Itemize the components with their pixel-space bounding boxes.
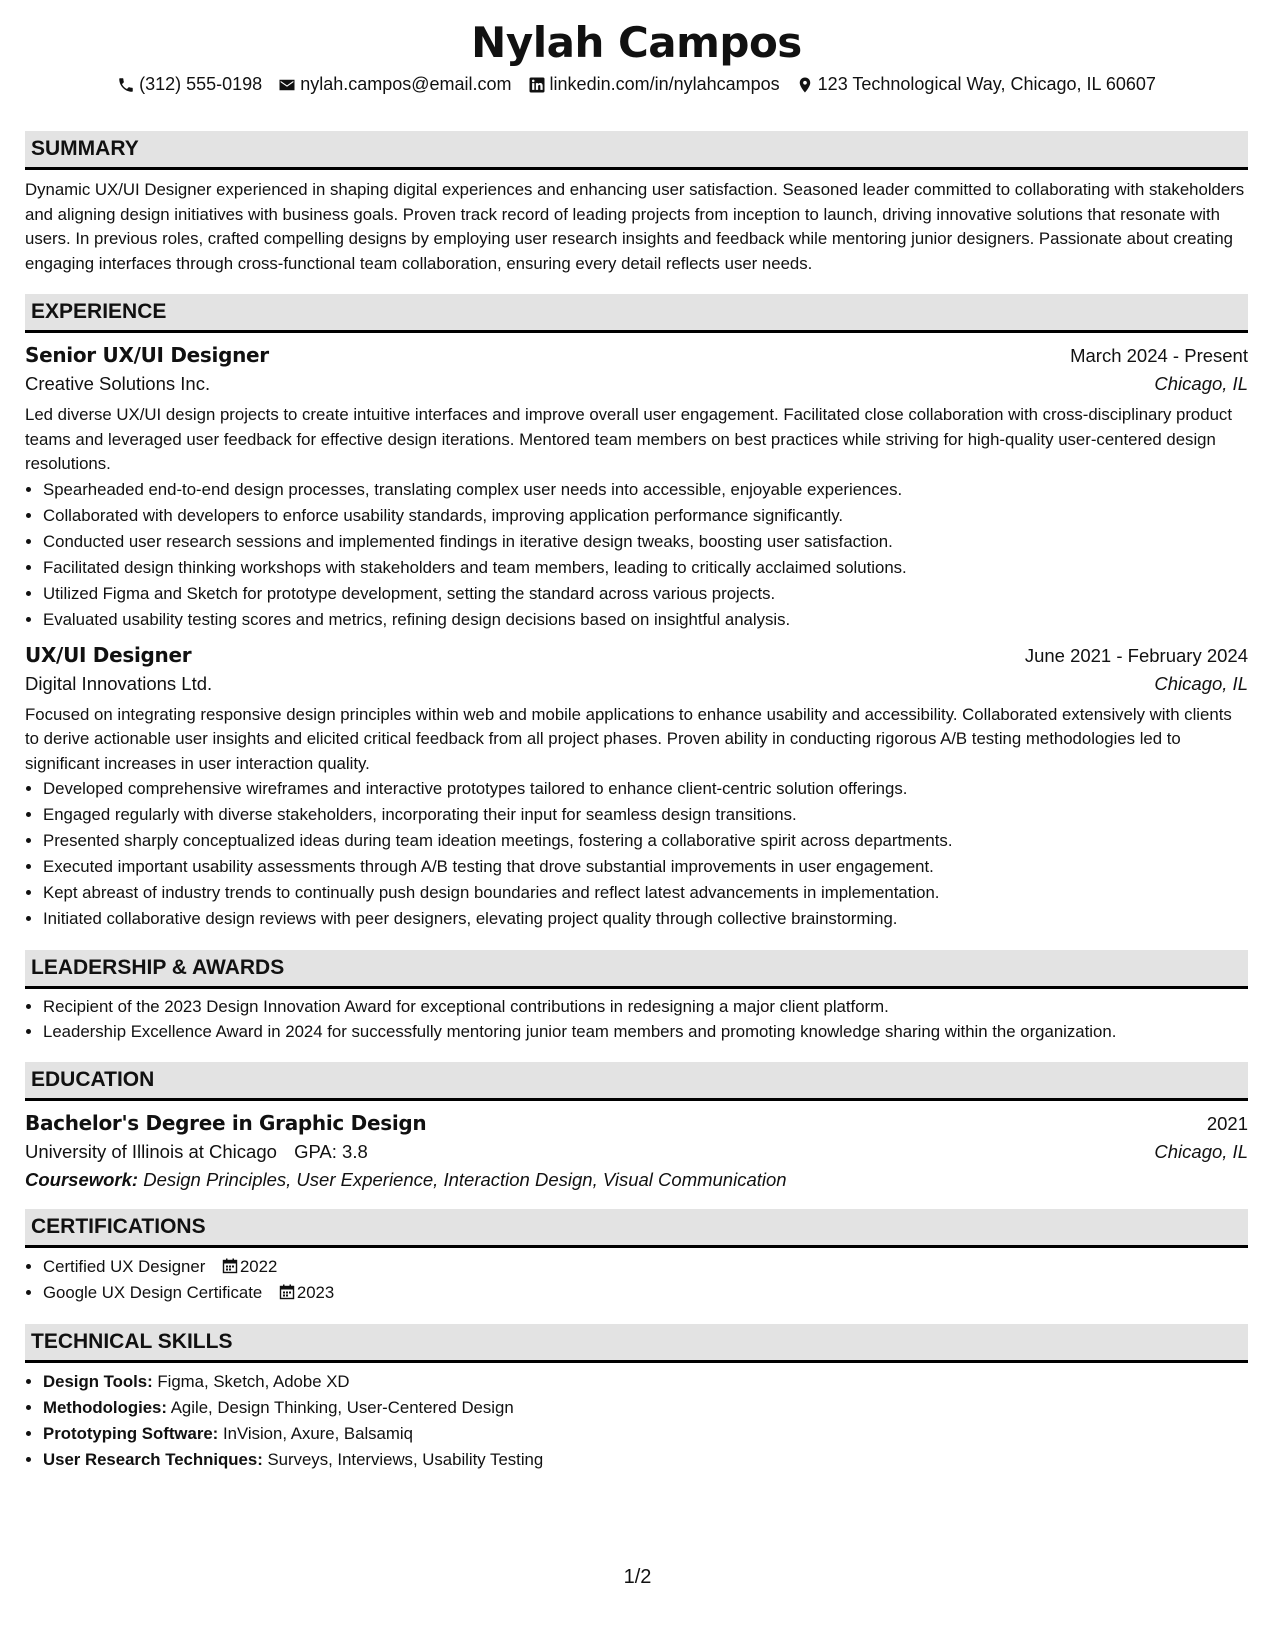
skill-value: InVision, Axure, Balsamiq <box>222 1424 413 1444</box>
list-item: • Developed comprehensive wireframes and interactive prototypes tailored to enhance client-centric solution offerings. <box>43 776 1248 802</box>
contact-bar <box>25 74 1248 95</box>
contact-linkedin[interactable] <box>528 74 780 95</box>
list-item <box>43 1447 1248 1473</box>
list-item: • Initiated collaborative design reviews with peer designers, elevating project quality through collective brainstorming. <box>43 906 1248 932</box>
list-item <box>43 1369 1248 1395</box>
address-text: 123 Technological Way, Chicago, IL 60607 <box>817 74 1156 95</box>
map-pin-icon <box>796 76 814 94</box>
coursework-label: Coursework: <box>25 1169 139 1191</box>
section-header-experience: EXPERIENCE <box>25 294 1248 333</box>
section-header-leadership: LEADERSHIP & AWARDS <box>25 950 1248 989</box>
coursework-list: Design Principles, User Experience, Interaction Design, Visual Communication <box>143 1169 787 1191</box>
cert-name: Certified UX Designer <box>43 1257 206 1277</box>
school-name: University of Illinois at Chicago <box>25 1141 277 1163</box>
skill-value: Agile, Design Thinking, User-Centered Design <box>170 1398 514 1418</box>
job-dates: June 2021 - February 2024 <box>1024 644 1248 666</box>
section-header-certifications: CERTIFICATIONS <box>25 1209 1248 1248</box>
list-item <box>43 1395 1248 1421</box>
skill-label: User Research Techniques: <box>43 1450 263 1470</box>
list-item: • Facilitated design thinking workshops with stakeholders and team members, leading to critically acclaimed solutions. <box>43 555 1248 581</box>
calendar-icon <box>279 1284 295 1300</box>
list-item: • Recipient of the 2023 Design Innovation Award for exceptional contributions in redesigning a major client platform. <box>43 995 1248 1020</box>
job-entry <box>25 643 1248 933</box>
section-header-skills: TECHNICAL SKILLS <box>25 1324 1248 1363</box>
list-item: • Kept abreast of industry trends to continually push design boundaries and reflect latest advancements in implementation. <box>43 880 1248 906</box>
list-item: • Presented sharply conceptualized ideas during team ideation meetings, fostering a collaborative spirit across departments. <box>43 828 1248 854</box>
coursework <box>25 1169 1248 1191</box>
list-item: • Conducted user research sessions and implemented findings in iterative design tweaks, boosting user satisfaction. <box>43 529 1248 555</box>
contact-address[interactable] <box>796 74 1156 95</box>
job-description: Led diverse UX/UI design projects to create intuitive interfaces and improve overall user engagement. Facilitated close collaboration with cross-disciplinary product teams and leveraged user feedback for effective design iterations. Mentored team members on best practices while striving for high-quality user-centered design resolutions. <box>25 405 1232 474</box>
job-bullets <box>25 477 1248 633</box>
gpa: GPA: 3.8 <box>294 1141 368 1163</box>
job-location: Chicago, IL <box>1154 373 1248 395</box>
list-item: • Engaged regularly with diverse stakeholders, incorporating their input for seamless design transitions. <box>43 802 1248 828</box>
skill-label: Methodologies: <box>43 1398 167 1418</box>
school-location: Chicago, IL <box>1154 1141 1248 1163</box>
contact-phone[interactable] <box>117 74 262 95</box>
list-item <box>43 1421 1248 1447</box>
job-entry <box>25 343 1248 633</box>
summary-text: Dynamic UX/UI Designer experienced in shaping digital experiences and enhancing user satisfaction. Seasoned leader committed to collaborating with stakeholders and aligning design initiatives with business goals. Proven track record of leading projects from inception to launch, driving innovative solutions that resonate with users. In previous roles, crafted compelling designs by employing user research insights and feedback while mentoring junior designers. Passionate about creating engaging interfaces through cross-functional team collaboration, ensuring every detail reflects user needs. <box>25 180 1245 273</box>
section-header-education: EDUCATION <box>25 1062 1248 1101</box>
list-item: • Evaluated usability testing scores and metrics, refining design decisions based on insightful analysis. <box>43 607 1248 633</box>
skill-label: Prototyping Software: <box>43 1424 219 1444</box>
skill-value: Surveys, Interviews, Usability Testing <box>267 1450 544 1470</box>
candidate-name: Nylah Campos <box>471 18 802 67</box>
phone-icon <box>117 76 135 94</box>
job-location: Chicago, IL <box>1154 672 1248 694</box>
job-company: Digital Innovations Ltd. <box>25 672 213 694</box>
skill-value: Figma, Sketch, Adobe XD <box>157 1372 350 1392</box>
degree-title: Bachelor's Degree in Graphic Design <box>25 1111 427 1136</box>
cert-year: 2022 <box>239 1257 278 1277</box>
job-bullets <box>25 776 1248 932</box>
list-item: • Collaborated with developers to enforce usability standards, improving application performance significantly. <box>43 503 1248 529</box>
certifications-list <box>25 1254 1248 1306</box>
cert-year: 2023 <box>296 1283 335 1303</box>
graduation-year: 2021 <box>1206 1113 1248 1135</box>
job-title: UX/UI Designer <box>25 642 192 667</box>
list-item <box>43 1254 1248 1280</box>
resume-page <box>25 18 1248 1473</box>
job-description: Focused on integrating responsive design principles within web and mobile applications to enhance usability and accessibility. Collaborated extensively with clients to derive actionable user insights and elicited critical feedback from all project phases. Proven ability in conducting rigorous A/B testing methodologies led to significant increases in user interaction quality. <box>25 704 1232 773</box>
email-text: nylah.campos@email.com <box>300 74 512 95</box>
envelope-icon <box>278 76 296 94</box>
calendar-icon <box>222 1258 238 1274</box>
cert-name: Google UX Design Certificate <box>43 1283 263 1303</box>
skill-label: Design Tools: <box>43 1372 153 1392</box>
list-item: • Executed important usability assessments through A/B testing that drove substantial improvements in user engagement. <box>43 854 1248 880</box>
job-company: Creative Solutions Inc. <box>25 373 211 395</box>
list-item: • Utilized Figma and Sketch for prototype development, setting the standard across various projects. <box>43 581 1248 607</box>
list-item: • Spearheaded end-to-end design processes, translating complex user needs into accessible, enjoyable experiences. <box>43 477 1248 503</box>
contact-email[interactable] <box>278 74 511 95</box>
job-dates: March 2024 - Present <box>1070 345 1248 367</box>
job-title: Senior UX/UI Designer <box>25 343 269 368</box>
section-header-summary: SUMMARY <box>25 131 1248 170</box>
list-item: • Leadership Excellence Award in 2024 for successfully mentoring junior team members and promoting knowledge sharing within the organization. <box>43 1020 1248 1045</box>
list-item <box>43 1280 1248 1306</box>
leadership-list <box>25 995 1248 1044</box>
linkedin-text: linkedin.com/in/nylahcampos <box>549 74 780 95</box>
page-number: 1/2 <box>623 1566 652 1588</box>
linkedin-icon <box>528 76 546 94</box>
phone-text: (312) 555-0198 <box>139 74 263 95</box>
skills-list <box>25 1369 1248 1473</box>
